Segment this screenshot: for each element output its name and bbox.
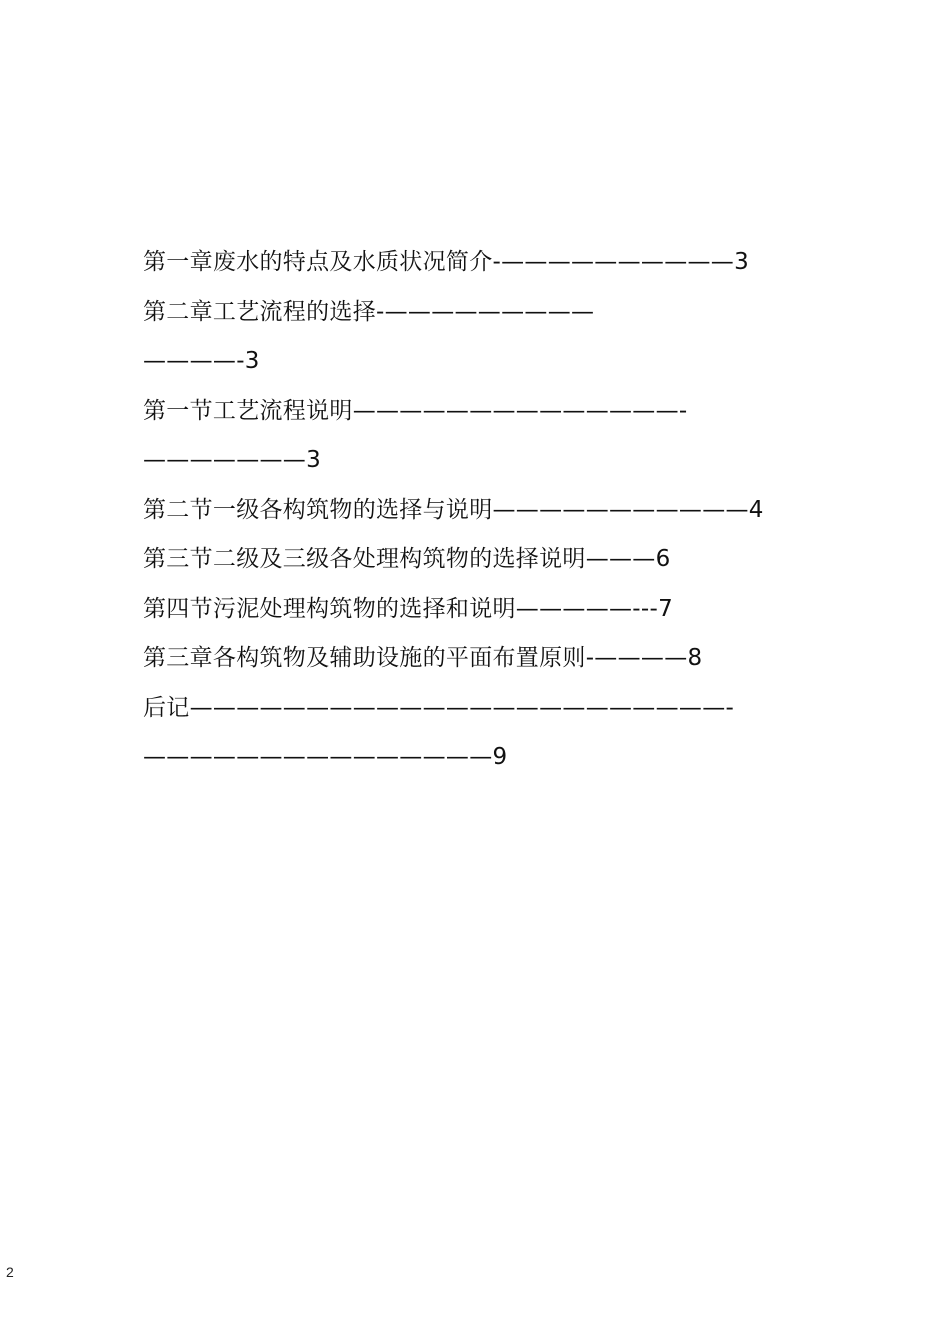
toc-entry-section-2[interactable]: 第二节一级各构筑物的选择与说明———————————4 — [143, 496, 764, 523]
toc-entry-chapter-2-continued[interactable]: ————-3 — [143, 348, 260, 374]
table-of-contents — [143, 238, 783, 783]
toc-entry-section-3[interactable]: 第三节二级及三级各处理构筑物的选择说明———6 — [143, 546, 671, 572]
toc-entry-chapter-2[interactable]: 第二章工艺流程的选择-————————— — [143, 298, 595, 325]
toc-entry-section-4[interactable]: 第四节污泥处理构筑物的选择和说明—————---7 — [143, 595, 674, 622]
toc-entry-section-1-continued[interactable]: ———————3 — [143, 447, 322, 473]
toc-entry-afterword[interactable]: 后记———————————————————————- — [143, 694, 735, 721]
toc-entry-chapter-1[interactable]: 第一章废水的特点及水质状况简介-——————————3 — [143, 249, 750, 275]
toc-entry-afterword-continued[interactable]: ———————————————9 — [143, 744, 508, 770]
toc-entry-chapter-3[interactable]: 第三章各构筑物及辅助设施的平面布置原则-————8 — [143, 645, 703, 671]
page-number: 2 — [6, 1264, 14, 1280]
toc-entry-section-1[interactable]: 第一节工艺流程说明——————————————- — [143, 397, 688, 424]
